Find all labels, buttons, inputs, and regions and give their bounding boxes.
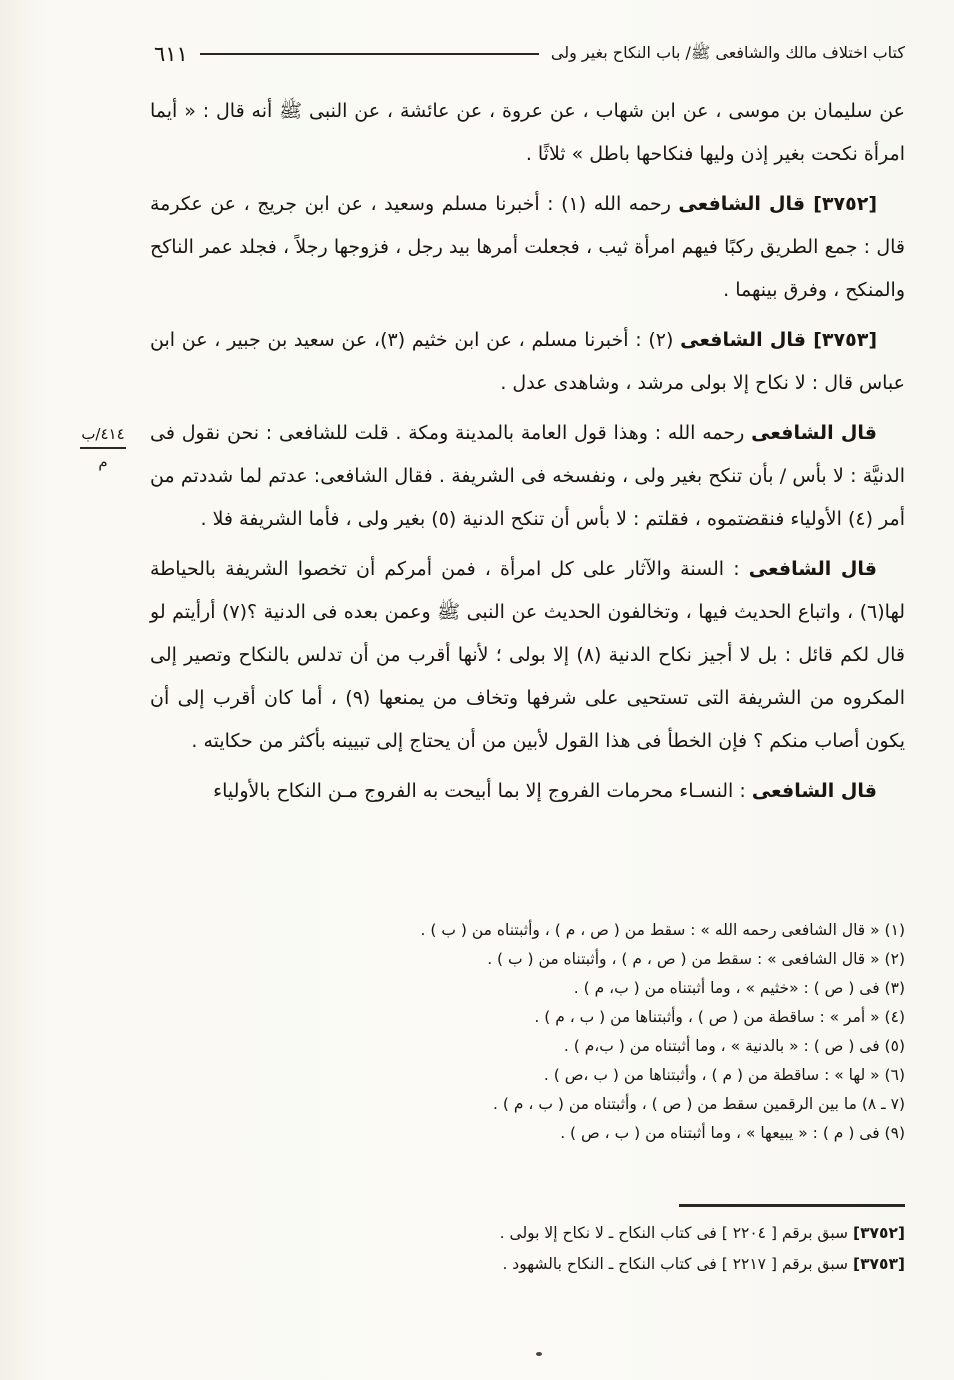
folio-rule-line (80, 447, 126, 449)
footnote-line: (٤) « أمر » : ساقطة من ( ص ) ، وأثبتناها من ( ب ، م ) . (534, 1008, 905, 1026)
reference-number: [٣٧٥٣] (852, 1255, 905, 1273)
paragraph-lead: قال الشافعى (748, 558, 877, 580)
references-separator-line (679, 1204, 905, 1207)
footnotes-block (150, 916, 905, 1148)
folio-letter: م (98, 452, 108, 471)
paragraph-text: (٢) : أخبرنا مسلم ، عن ابن خثيم (٣)، عن سعيد بن جبير ، عن ابن عباس قال : لا نكاح إلا بولى مرشد ، وشاهدى عدل . (150, 329, 905, 394)
paragraph (150, 412, 905, 541)
header-rule-line (200, 53, 539, 56)
running-head-title: كتاب اختلاف مالك والشافعى ﷺ/ باب النكاح بغير ولى (550, 42, 905, 62)
paragraph-lead: قال الشافعى (751, 780, 877, 802)
paragraph-text: رحمه الله : وهذا قول العامة بالمدينة ومكة . قلت للشافعى : نحن نقول فى الدنيَّة : لا بأس / بأن تنكح بغير ولى ، ونفسخه فى الشريفة . فقال الشافعى: عدتم لما شددتم من أمر (٤) الأولياء فنقضتموه ، فقلتم : لا بأس أن تنكح الدنية (٥) بغير ولى ، فأما الشريفة فلا . (150, 422, 905, 530)
reference-number: [٣٧٥٢] (852, 1224, 905, 1242)
paragraph (150, 770, 905, 813)
scan-ink-dot (536, 1352, 542, 1356)
footnote-line: (٦) « لها » : ساقطة من ( م ) ، وأثبتناها من ( ب ،ص ) . (543, 1066, 905, 1084)
folio-margin-note (72, 424, 134, 472)
paragraph-text: عن سليمان بن موسى ، عن ابن شهاب ، عن عروة ، عن عائشة ، عن النبى ﷺ أنه قال : « أيما امرأة نكحت بغير إذن وليها فنكاحها باطل » ثلاثًا . (150, 100, 905, 165)
paragraph-lead: [٣٧٥٣] قال الشافعى (680, 329, 877, 351)
footnote-line: (٢) « قال الشافعى » : سقط من ( ص ، م ) ، وأثبتناه من ( ب ) . (487, 950, 905, 968)
paragraph (150, 319, 905, 405)
paragraph (150, 90, 905, 176)
page-header (150, 42, 905, 66)
footnote-line: (٧ ـ ٨) ما بين الرقمين سقط من ( ص ) ، وأثبتناه من ( ب ، م ) . (493, 1095, 905, 1113)
paragraph-text: : السنة والآثار على كل امرأة ، فمن أمركم أن تخصوا الشريفة بالحياطة لها(٦) ، واتباع الحديث فيها ، وتخالفون الحديث عن النبى ﷺ وعمن بعده فى الدنية ؟(٧) أرأيتم لو قال لكم قائل : بل لا أجيز نكاح الدنية (٨) إلا بولى ؛ لأنها أقرب من أن تدلس بالنكاح وتصير إلى المكروه من الشريفة التى تستحيى على شرفها وتخاف من يمنعها (٩) ، أما كان أقرب إلى أن يكون أصاب منكم ؟ فإن الخطأ فى هذا القول لأبين من أن يحتاج إلى تبيينه بأكثر من حكايته . (150, 558, 905, 752)
cross-references-block (150, 1218, 905, 1280)
footnote-line: (٩) فى ( م ) : « يبيعها » ، وما أثبتناه من ( ب ، ص ) . (560, 1124, 905, 1142)
page-number: ٦١١ (154, 42, 188, 66)
reference-text: سبق برقم [ ٢٢٠٤ ] فى كتاب النكاح ـ لا نكاح إلا بولى . (499, 1224, 853, 1242)
reference-line (150, 1249, 905, 1280)
folio-number: ٤١٤/ب (81, 425, 125, 443)
reference-line (150, 1218, 905, 1249)
paragraph-text: : النسـاء محرمات الفروج إلا بما أبيحت به الفروج مـن النكاح بالأولياء (213, 780, 752, 802)
body-text (150, 90, 905, 820)
reference-text: سبق برقم [ ٢٢١٧ ] فى كتاب النكاح ـ النكاح بالشهود . (502, 1255, 853, 1273)
paragraph-text: رحمه الله (١) : أخبرنا مسلم وسعيد ، عن ابن جريج ، عن عكرمة قال : جمع الطريق ركبًا فيهم امرأة ثيب ، فجعلت أمرها بيد رجل ، فزوجها رجلاً ، فجلد عمر الناكح والمنكح ، وفرق بينهما . (150, 193, 905, 301)
paragraph (150, 183, 905, 312)
footnote-line: (١) « قال الشافعى رحمه الله » : سقط من ( ص ، م ) ، وأثبتناه من ( ب ) . (420, 921, 905, 939)
paragraph (150, 548, 905, 763)
paragraph-lead: [٣٧٥٢] قال الشافعى (678, 193, 877, 215)
footnote-line: (٣) فى ( ص ) : «خثيم » ، وما أثبتناه من ( ب، م ) . (573, 979, 905, 997)
paragraph-lead: قال الشافعى (751, 422, 877, 444)
footnote-line: (٥) فى ( ص ) : « بالدنية » ، وما أثبتناه من ( ب،م ) . (563, 1037, 905, 1055)
